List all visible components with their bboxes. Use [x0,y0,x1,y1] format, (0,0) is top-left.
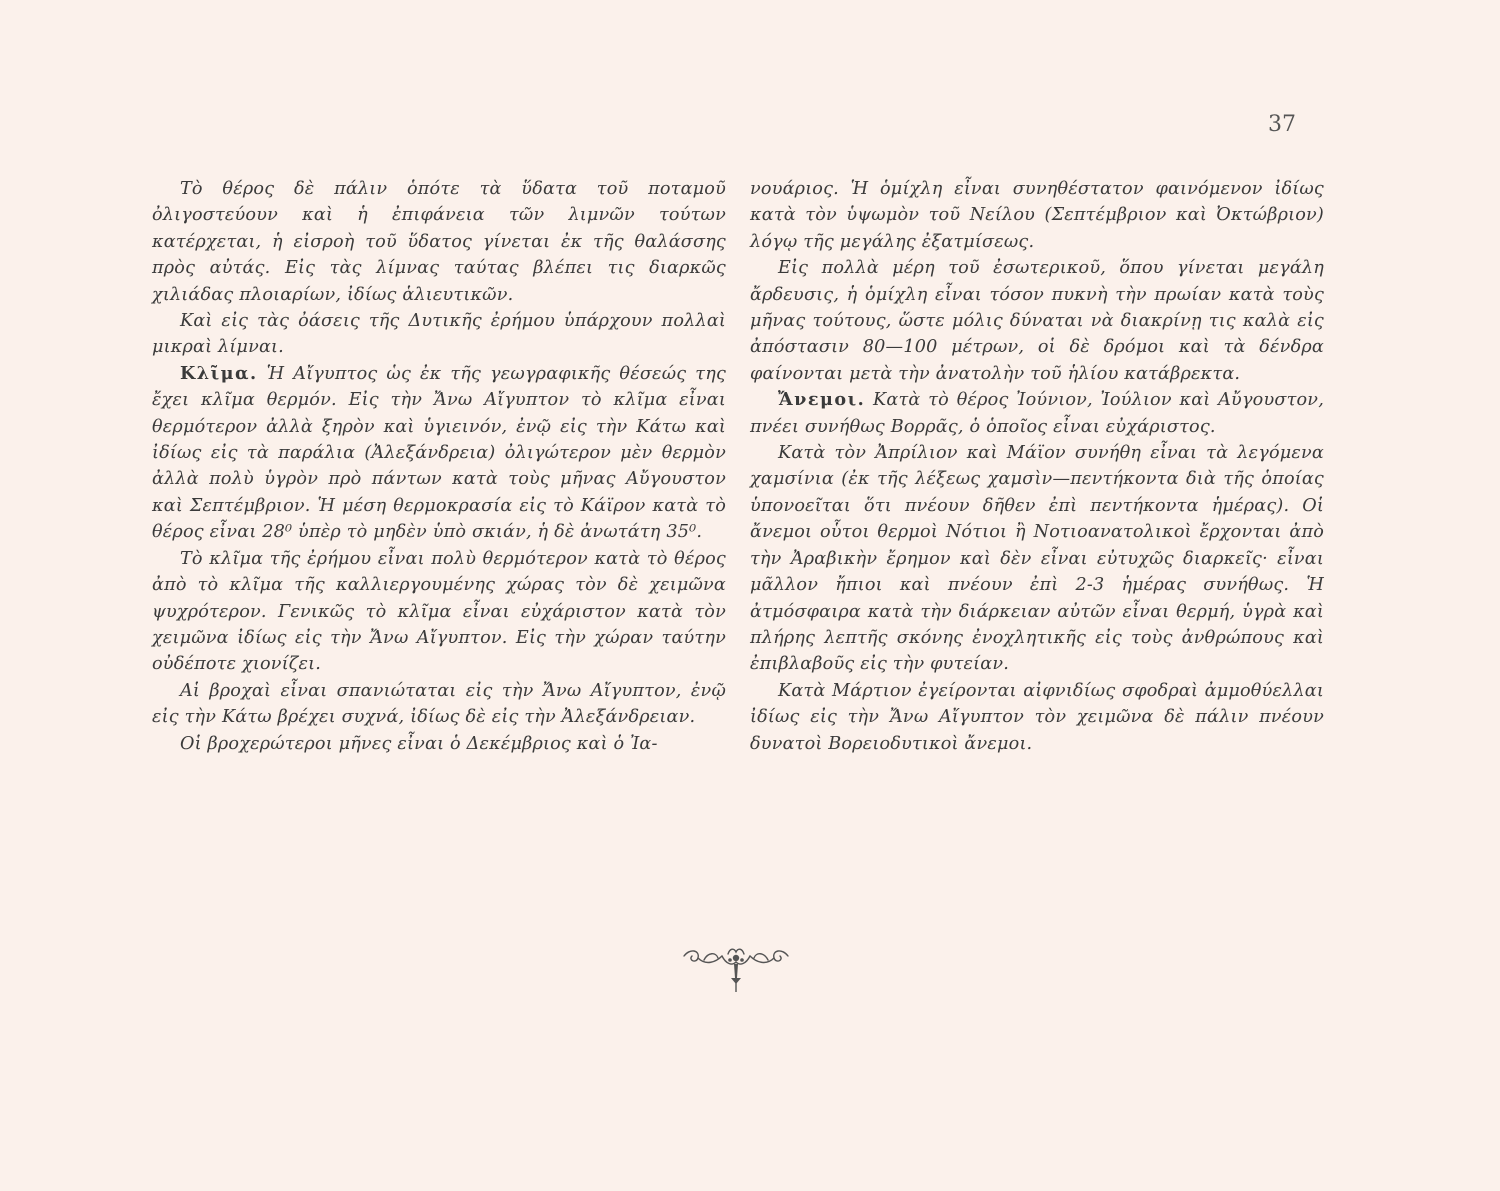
paragraph-climate [152,361,726,546]
paragraph-winds [750,387,1324,440]
right-column [750,176,1324,757]
page-number: 37 [1268,112,1296,137]
paragraph-rainy-months: Οἱ βροχερώτεροι μῆνες εἶναι ὁ Δεκέμβριος καὶ ὁ Ἰα- [180,733,658,754]
paragraph-lakes-summer: Τὸ θέρος δὲ πάλιν ὁπότε τὰ ὕδατα τοῦ ποταμοῦ ὀλιγοστεύουν καὶ ἡ ἐπιφάνεια τῶν λιμνῶν τούτων κατέρχεται, ἡ εἰσροὴ τοῦ ὕδατος γίνεται ἐκ τῆς θαλάσσης πρὸς αὐτάς. Εἰς τὰς λίμνας ταύτας βλέπει τις διαρκῶς χιλιάδας πλοιαρίων, ἰδίως ἁλιευτικῶν. [152,179,726,305]
paragraph-rains: Αἱ βροχαὶ εἶναι σπανιώταται εἰς τὴν Ἄνω Αἴγυπτον, ἐνῷ εἰς τὴν Κάτω βρέχει συχνά, ἰδίως δὲ εἰς τὴν Ἀλεξάνδρειαν. [152,680,726,728]
paragraph-sandstorms: Κατὰ Μάρτιον ἐγείρονται αἰφνιδίως σφοδραὶ ἀμμοθύελλαι ἰδίως εἰς τὴν Ἄνω Αἴγυπτον τὸν χειμῶνα δὲ πάλιν πνέουν δυνατοὶ Βορειοδυτικοὶ ἄνεμοι. [750,680,1324,754]
paragraph-fog: νουάριος. Ἡ ὁμίχλη εἶναι συνηθέστατον φαινόμενον ἰδίως κατὰ τὸν ὑψωμὸν τοῦ Νείλου (Σεπτέμβριον καὶ Ὀκτώβριον) λόγῳ τῆς μεγάλης ἐξατμίσεως. [750,179,1324,252]
paragraph-winds-text: Κατὰ τὸ θέρος Ἰούνιον, Ἰούλιον καὶ Αὔγουστον, πνέει συνήθως Βορρᾶς, ὁ ὁποῖος εἶναι εὐχάριστος. [750,390,1324,437]
section-heading-winds: Ἄνεμοι. [778,389,866,411]
left-column [152,176,726,757]
paragraph-khamsin: Κατὰ τὸν Ἀπρίλιον καὶ Μάϊον συνήθη εἶναι τὰ λεγόμενα χαμσίνια (ἐκ τῆς λέξεως χαμσὶν—πεντήκοντα διὰ τῆς ὁποίας ὑπονοεῖται ὅτι πνέουν δῆθεν ἐπὶ πεντήκοντα ἡμέρας). Οἱ ἄνεμοι οὗτοι θερμοὶ Νότιοι ἢ Νοτιοανατολικοὶ ἔρχονται ἀπὸ τὴν Ἀραβικὴν ἔρημον καὶ δὲν εἶναι εὐτυχῶς διαρκεῖς· εἶναι μᾶλλον ἤπιοι καὶ πνέουν ἐπὶ 2-3 ἡμέρας συνήθως. Ἡ ἀτμόσφαιρα κατὰ τὴν διάρκειαν αὐτῶν εἶναι θερμή, ὑγρὰ καὶ πλήρης λεπτῆς σκόνης ἐνοχλητικῆς εἰς τοὺς ἀνθρώπους καὶ ἐπιβλαβοῦς εἰς τὴν φυτείαν. [750,443,1324,675]
paragraph-oases-lakes: Καὶ εἰς τὰς ὀάσεις τῆς Δυτικῆς ἐρήμου ὑπάρχουν πολλαὶ μικραὶ λίμναι. [152,311,726,358]
paragraph-climate-text: Ἡ Αἴγυπτος ὡς ἐκ τῆς γεωγραφικῆς θέσεώς της ἔχει κλῖμα θερμόν. Εἰς τὴν Ἄνω Αἴγυπτον τὸ κλῖμα εἶναι θερμότερον ἀλλὰ ξηρὸν καὶ ὑγιεινόν, ἐνῷ εἰς τὴν Κάτω καὶ ἰδίως εἰς τὰ παράλια (Ἀλεξάνδρεια) ὀλιγώτερον μὲν θερμὸν ἀλλὰ πολὺ ὑγρὸν πρὸ πάντων κατὰ τοὺς μῆνας Αὔγουστον καὶ Σεπτέμβριον. Ἡ μέση θερμοκρασία εἰς τὸ Κάϊρον κατὰ τὸ θέρος εἶναι 28⁰ ὑπὲρ τὸ μηδὲν ὑπὸ σκιάν, ἡ δὲ ἀνωτάτη 35⁰. [152,363,726,543]
paragraph-irrigation-fog: Εἰς πολλὰ μέρη τοῦ ἐσωτερικοῦ, ὅπου γίνεται μεγάλη ἄρδευσις, ἡ ὁμίχλη εἶναι τόσον πυκνὴ τὴν πρωίαν κατὰ τοὺς μῆνας τούτους, ὥστε μόλις δύναται νὰ διακρίνῃ τις καλὰ εἰς ἀπόστασιν 80—100 μέτρων, οἱ δὲ δρόμοι καὶ τὰ δένδρα φαίνονται μετὰ τὴν ἀνατολὴν τοῦ ἡλίου κατάβρεκτα. [750,258,1324,384]
floral-ornament-icon [680,944,792,994]
section-heading-climate: Κλῖμα. [180,362,258,384]
paragraph-desert-climate: Τὸ κλῖμα τῆς ἐρήμου εἶναι πολὺ θερμότερον κατὰ τὸ θέρος ἀπὸ τὸ κλῖμα τῆς καλλιεργουμένης χώρας τὸν δὲ χειμῶνα ψυχρότερον. Γενικῶς τὸ κλῖμα εἶναι εὐχάριστον κατὰ τὸν χειμῶνα ἰδίως εἰς τὴν Ἄνω Αἴγυπτον. Εἰς τὴν χώραν ταύτην οὐδέποτε χιονίζει. [152,548,726,675]
